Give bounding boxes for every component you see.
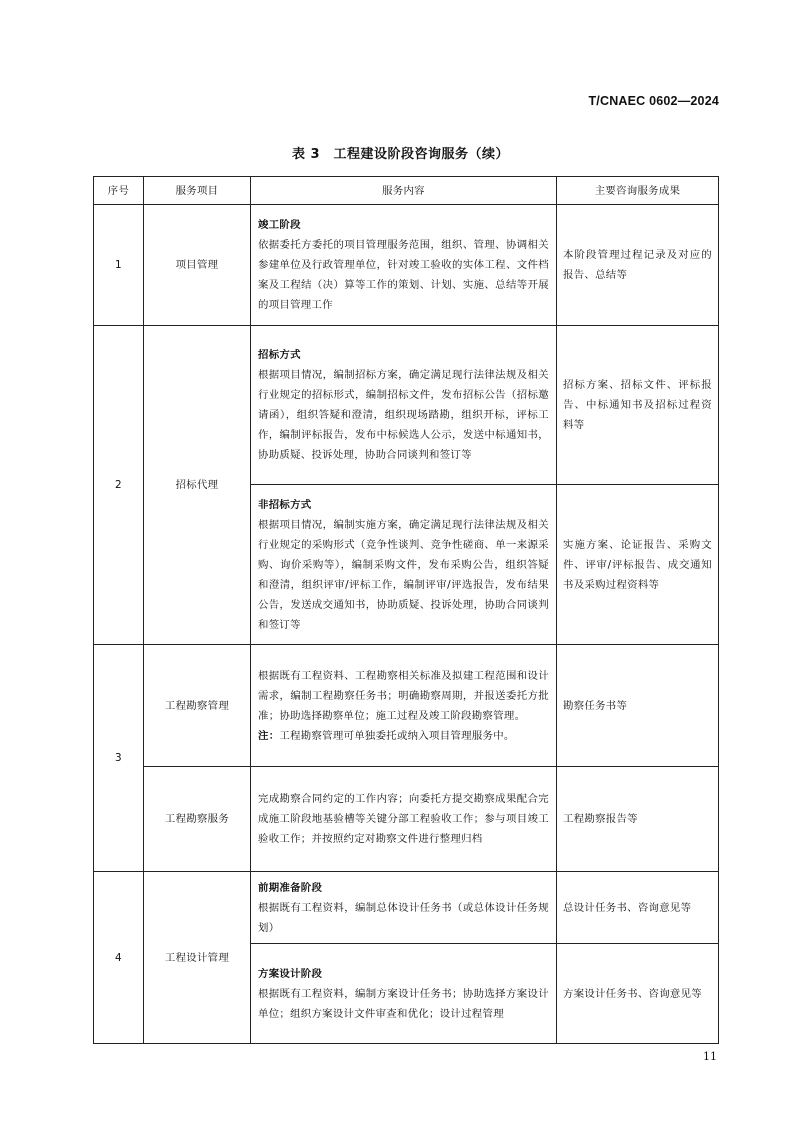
service-item: 工程勘察服务 [144,767,251,872]
service-content [251,767,557,872]
row-number: 1 [94,205,144,326]
service-item: 工程设计管理 [144,872,251,1044]
content-text: 根据项目情况，编制招标方案，确定满足现行法律法规及相关行业规定的招标形式，编制招标文件，发布招标公告（招标邀请函），组织答疑和澄清，组织现场踏勘，组织开标，评标工作，编制评标报告，发布中标候选人公示，发送中标通知书，协助质疑、投诉处理，协助合同谈判和签订等 [258,369,549,461]
content-text: 完成勘察合同约定的工作内容；向委托方提交勘察成果配合完成施工阶段地基验槽等关键分部工程验收工作；参与项目竣工验收工作；并按照约定对勘察文件进行整理归档 [258,793,549,845]
note-text: 工程勘察管理可单独委托或纳入项目管理服务中。 [279,729,515,742]
service-content [251,205,557,326]
table-title: 表 3 工程建设阶段咨询服务（续） [291,147,510,162]
service-content [251,485,557,645]
service-result: 勘察任务书等 [557,645,719,767]
row-number: 4 [94,872,144,1044]
stage-title: 招标方式 [258,349,301,361]
service-result: 工程勘察报告等 [557,767,719,872]
table-row [94,645,719,767]
service-content [251,944,557,1044]
row-number: 3 [94,645,144,872]
service-item: 项目管理 [144,205,251,326]
table-row [94,872,719,944]
service-result: 本阶段管理过程记录及对应的报告、总结等 [557,205,719,326]
note-label: 注： [258,729,280,742]
service-content [251,872,557,944]
table-row [94,205,719,326]
service-result: 招标方案、招标文件、评标报告、中标通知书及招标过程资料等 [557,326,719,485]
column-header-content: 服务内容 [251,177,557,205]
service-item: 工程勘察管理 [144,645,251,767]
stage-title: 非招标方式 [258,498,312,511]
column-header-number: 序号 [94,177,144,205]
service-item: 招标代理 [144,326,251,645]
service-content [251,645,557,767]
service-result: 总设计任务书、咨询意见等 [557,872,719,944]
row-number: 2 [94,326,144,645]
service-result: 实施方案、论证报告、采购文件、评审/评标报告、成交通知书及采购过程资料等 [557,485,719,645]
table-header-row [94,177,719,205]
document-code: T/CNAEC 0602—2024 [588,94,719,108]
service-result: 方案设计任务书、咨询意见等 [557,944,719,1044]
content-text: 根据既有工程资料，编制总体设计任务书（或总体设计任务规划） [258,901,549,934]
content-text: 根据既有工程资料，编制方案设计任务书；协助选择方案设计单位；组织方案设计文件审查和优化；设计过程管理 [258,987,549,1020]
service-content [251,326,557,485]
content-text: 根据项目情况，编制实施方案，确定满足现行法律法规及相关行业规定的采购形式（竞争性谈判、竞争性磋商、单一来源采购、询价采购等），编制采购文件，发布采购公告，组织答疑和澄清，组织评审/评标工作，编制评审/评选报告，发布结果公告，发送成交通知书，协助质疑、投诉处理，协助合同谈判和签订等 [258,518,549,631]
table-row [94,326,719,485]
stage-title: 方案设计阶段 [258,967,323,980]
column-header-item: 服务项目 [144,177,251,205]
service-table [93,176,719,1044]
column-header-result: 主要咨询服务成果 [557,177,719,205]
page-number: 11 [703,1050,717,1063]
content-text: 依据委托方委托的项目管理服务范围，组织、管理、协调相关参建单位及行政管理单位，针对竣工验收的实体工程、文件档案及工程结（决）算等工作的策划、计划、实施、总结等开展的项目管理工作 [258,239,549,311]
stage-title: 前期准备阶段 [258,881,323,894]
table-row [94,767,719,872]
stage-title: 竣工阶段 [258,219,301,231]
content-text: 根据既有工程资料、工程勘察相关标准及拟建工程范围和设计需求，编制工程勘察任务书；明确勘察周期，并报送委托方批准；协助选择勘察单位；施工过程及竣工阶段勘察管理。 [258,669,549,722]
